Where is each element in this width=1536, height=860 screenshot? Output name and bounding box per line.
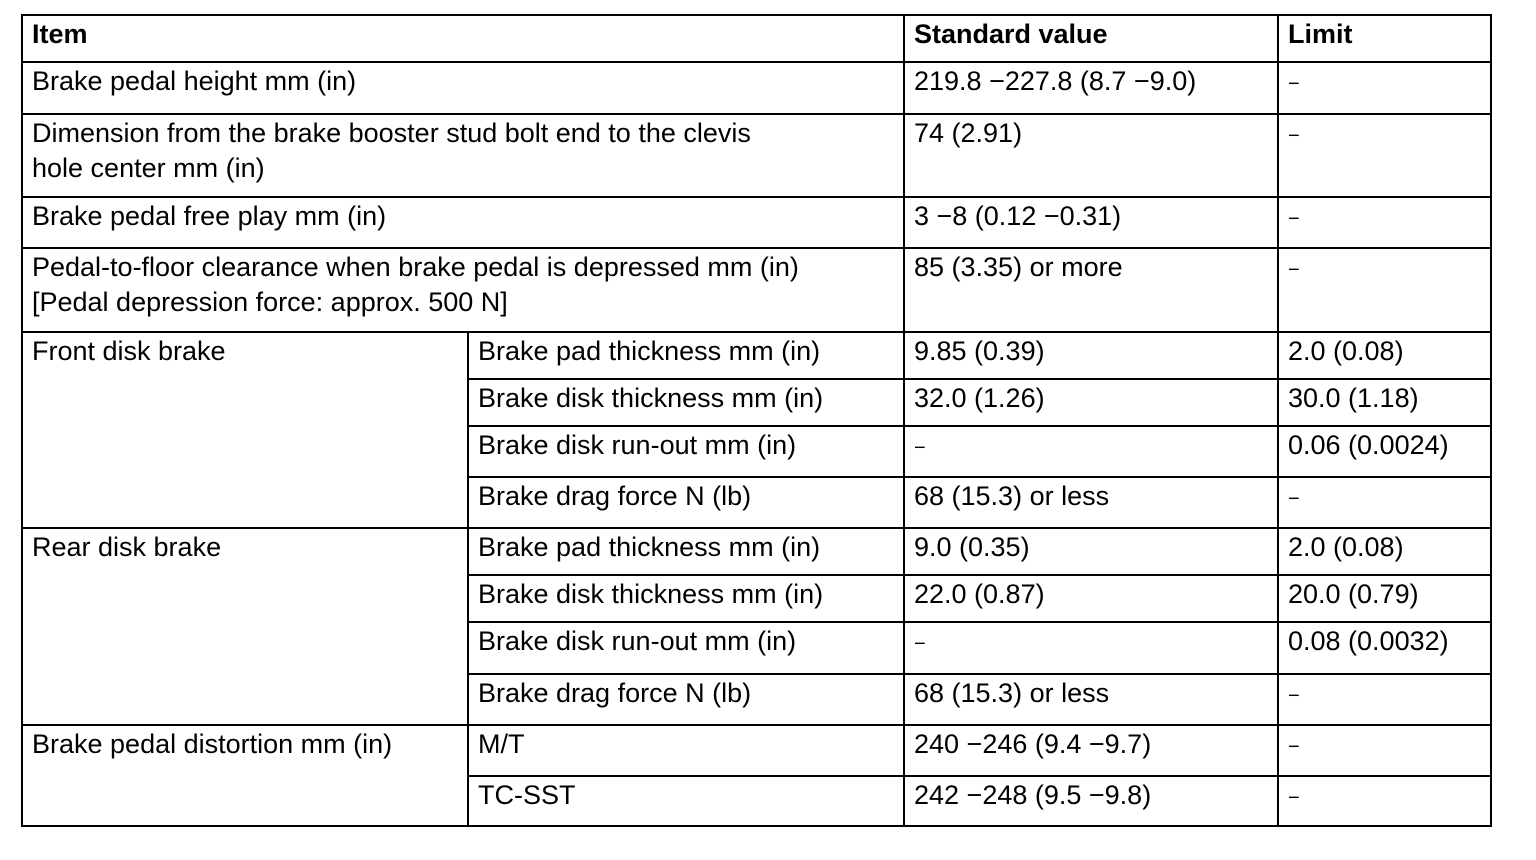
group-cell-front-disk-brake: Front disk brake [22,332,468,528]
limit-cell [1278,197,1491,248]
header-row [22,15,1491,62]
sub-item-cell: Brake disk run-out mm (in) [468,426,904,477]
sub-item-cell: M/T [468,725,904,776]
standard-value-cell: 240 −246 (9.4 −9.7) [904,725,1278,776]
header-item: Item [22,15,904,62]
dash-mark: − [1288,685,1300,707]
header-limit: Limit [1278,15,1491,62]
item-line: [Pedal depression force: approx. 500 N] [32,287,508,317]
sub-item-cell: Brake drag force N (lb) [468,674,904,725]
standard-value-cell: 68 (15.3) or less [904,477,1278,528]
limit-cell: 2.0 (0.08) [1278,332,1491,379]
table-row [22,197,1491,248]
sub-item-cell: Brake disk run-out mm (in) [468,622,904,674]
limit-cell [1278,725,1491,776]
limit-cell [1278,248,1491,332]
limit-cell [1278,114,1491,197]
standard-value-cell: 74 (2.91) [904,114,1278,197]
item-line: Dimension from the brake booster stud bolt end to the clevis [32,118,751,148]
table-row [22,62,1491,114]
table-row [22,114,1491,197]
standard-value-cell: 68 (15.3) or less [904,674,1278,725]
standard-value-cell: 9.85 (0.39) [904,332,1278,379]
sub-item-cell: TC-SST [468,776,904,826]
standard-value-cell: 219.8 −227.8 (8.7 −9.0) [904,62,1278,114]
limit-cell [1278,62,1491,114]
standard-value-cell: 22.0 (0.87) [904,575,1278,622]
item-line: hole center mm (in) [32,153,265,183]
standard-value-cell: 3 −8 (0.12 −0.31) [904,197,1278,248]
standard-value-cell [904,622,1278,674]
dash-mark: − [914,633,926,655]
dash-mark: − [914,437,926,459]
group-cell-rear-disk-brake: Rear disk brake [22,528,468,725]
sub-item-cell: Brake pad thickness mm (in) [468,528,904,575]
item-line: Pedal-to-floor clearance when brake pedal is depressed mm (in) [32,252,799,282]
table-row [22,332,1491,379]
limit-cell: 20.0 (0.79) [1278,575,1491,622]
limit-cell: 2.0 (0.08) [1278,528,1491,575]
table-row [22,528,1491,575]
dash-mark: − [1288,488,1300,510]
item-cell [22,248,904,332]
dash-mark: − [1288,73,1300,95]
table-row [22,725,1491,776]
group-cell-brake-pedal-distortion: Brake pedal distortion mm (in) [22,725,468,826]
item-cell: Brake pedal free play mm (in) [22,197,904,248]
limit-cell [1278,674,1491,725]
dash-mark: − [1288,208,1300,230]
standard-value-cell [904,426,1278,477]
dash-mark: − [1288,259,1300,281]
limit-cell: 0.06 (0.0024) [1278,426,1491,477]
limit-cell [1278,776,1491,826]
dash-mark: − [1288,736,1300,758]
sub-item-cell: Brake drag force N (lb) [468,477,904,528]
standard-value-cell: 9.0 (0.35) [904,528,1278,575]
limit-cell: 30.0 (1.18) [1278,379,1491,426]
dash-mark: − [1288,787,1300,809]
sub-item-cell: Brake disk thickness mm (in) [468,379,904,426]
standard-value-cell: 242 −248 (9.5 −9.8) [904,776,1278,826]
item-cell [22,114,904,197]
dash-mark: − [1288,125,1300,147]
item-cell: Brake pedal height mm (in) [22,62,904,114]
limit-cell [1278,477,1491,528]
limit-cell: 0.08 (0.0032) [1278,622,1491,674]
standard-value-cell: 85 (3.35) or more [904,248,1278,332]
sub-item-cell: Brake pad thickness mm (in) [468,332,904,379]
spec-table [21,14,1492,827]
sub-item-cell: Brake disk thickness mm (in) [468,575,904,622]
header-standard-value: Standard value [904,15,1278,62]
standard-value-cell: 32.0 (1.26) [904,379,1278,426]
table-row [22,248,1491,332]
